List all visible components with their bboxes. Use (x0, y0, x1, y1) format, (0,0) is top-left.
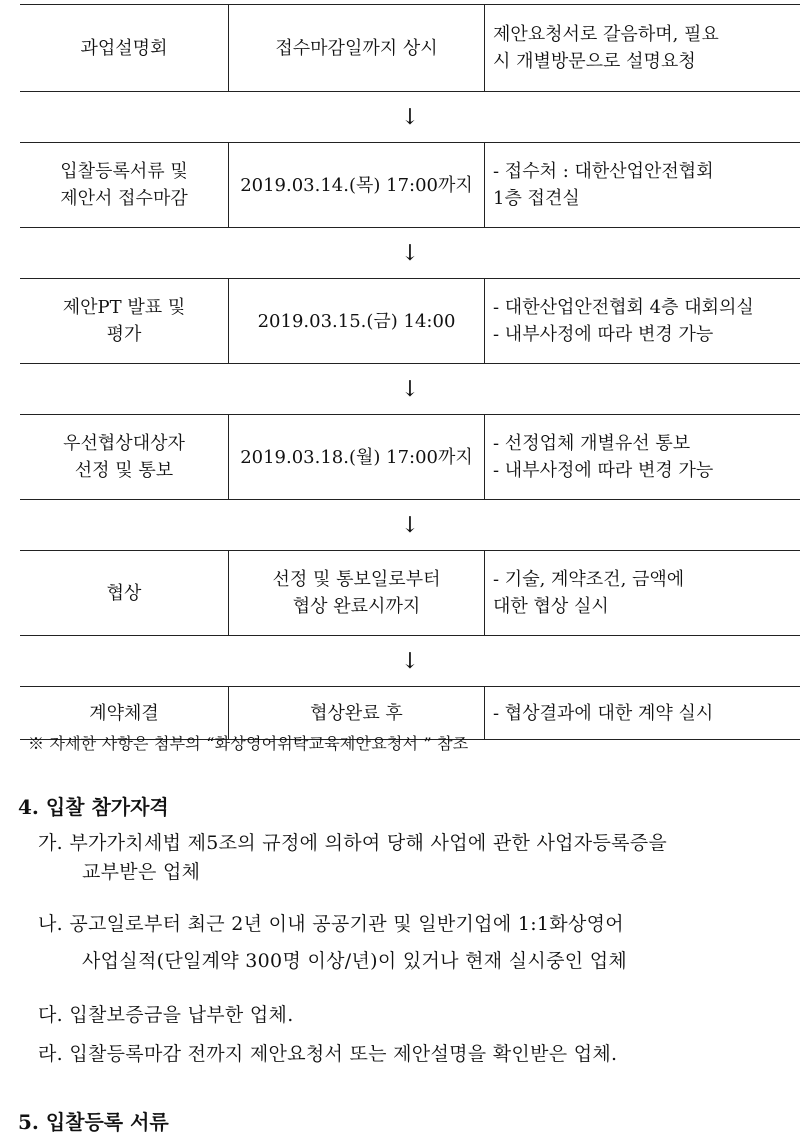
down-arrow-icon: ↓ (400, 376, 420, 402)
list-item (38, 829, 798, 887)
schedule-row (20, 278, 800, 364)
item-text: 나. 공고일로부터 최근 2년 이내 공공기관 및 일반기업에 1:1화상영어 (38, 913, 624, 935)
down-arrow-icon: ↓ (400, 104, 420, 130)
step-cell: 우선협상대상자 선정 및 통보 (20, 415, 229, 499)
schedule-row (20, 4, 800, 92)
schedule-row (20, 550, 800, 636)
date-cell: 2019.03.15.(금) 14:00 (229, 279, 485, 363)
down-arrow-icon: ↓ (400, 512, 420, 538)
step-cell: 계약체결 (20, 687, 229, 739)
reference-note: ※ 자세한 사항은 첨부의 “화상영어위탁교육제안요청서 ” 참조 (28, 734, 469, 753)
notes-cell: 제안요청서로 갈음하며, 필요 시 개별방문으로 설명요청 (493, 24, 719, 72)
down-arrow-icon: ↓ (400, 648, 420, 674)
section-heading: 5. 입찰등록 서류 (18, 1110, 169, 1134)
item-text: 가. 부가가치세법 제5조의 규정에 의하여 당해 사업에 관한 사업자등록증을 (38, 832, 668, 854)
item-continuation: 사업실적(단일계약 300명 이상/년)이 있거나 현재 실시중인 업체 (82, 950, 628, 972)
date-cell: 2019.03.14.(목) 17:00까지 (229, 143, 485, 227)
schedule-row (20, 142, 800, 228)
date-cell: 선정 및 통보일로부터 협상 완료시까지 (229, 551, 485, 635)
notes-cell: - 협상결과에 대한 계약 실시 (493, 702, 714, 724)
schedule-row (20, 414, 800, 500)
date-cell: 접수마감일까지 상시 (229, 5, 485, 91)
section-heading: 4. 입찰 참가자격 (18, 795, 169, 819)
item-continuation: 교부받은 업체 (82, 861, 201, 883)
notes-cell: - 기술, 계약조건, 금액에 대한 협상 실시 (493, 569, 685, 617)
notes-cell: - 대한산업안전협회 4층 대회의실 - 내부사정에 따라 변경 가능 (493, 297, 754, 345)
step-cell: 입찰등록서류 및 제안서 접수마감 (20, 143, 229, 227)
date-cell: 협상완료 후 (229, 687, 485, 739)
list-item (38, 910, 798, 976)
item-text: 라. 입찰등록마감 전까지 제안요청서 또는 제안설명을 확인받은 업체. (38, 1043, 618, 1065)
notes-cell: - 선정업체 개별유선 통보 - 내부사정에 따라 변경 가능 (493, 433, 714, 481)
date-cell: 2019.03.18.(월) 17:00까지 (229, 415, 485, 499)
down-arrow-icon: ↓ (400, 240, 420, 266)
step-cell: 과업설명회 (20, 5, 229, 91)
notes-cell: - 접수처 : 대한산업안전협회 1층 접견실 (493, 161, 714, 209)
schedule-table (20, 4, 800, 740)
step-cell: 협상 (20, 551, 229, 635)
list-item (38, 1040, 798, 1069)
step-cell: 제안PT 발표 및 평가 (20, 279, 229, 363)
item-text: 다. 입찰보증금을 납부한 업체. (38, 1004, 294, 1026)
list-item (38, 1001, 798, 1030)
